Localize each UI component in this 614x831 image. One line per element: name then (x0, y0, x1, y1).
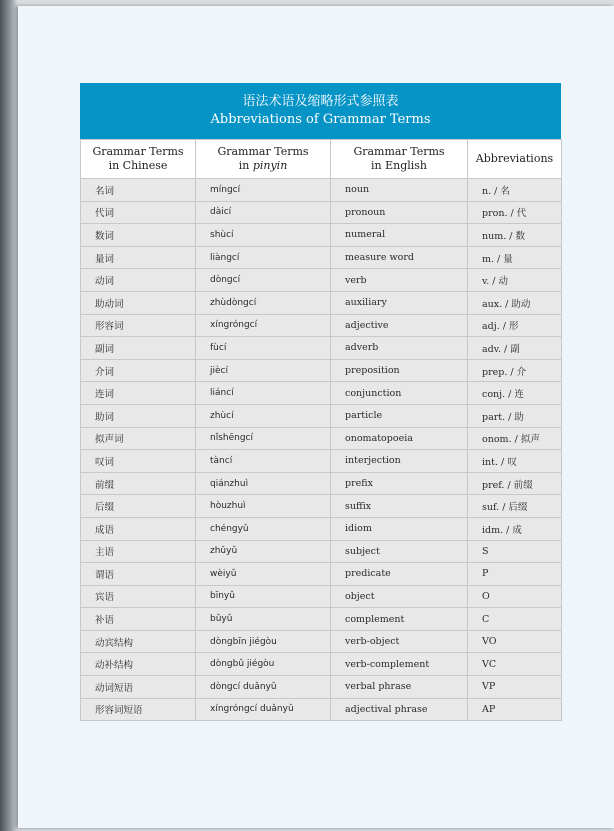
table-row (81, 585, 562, 608)
term-chinese: 动补结构 (81, 653, 196, 676)
term-pinyin: míngcí (196, 179, 331, 202)
term-english: prefix (331, 472, 468, 495)
term-pinyin: dòngcí duǎnyǔ (196, 676, 331, 699)
term-abbreviation: idm. / 成 (468, 517, 562, 540)
term-pinyin: bīnyǔ (196, 585, 331, 608)
term-pinyin: hòuzhuì (196, 495, 331, 518)
term-chinese: 谓语 (81, 563, 196, 586)
term-chinese: 形容词短语 (81, 698, 196, 721)
term-abbreviation: adv. / 副 (468, 337, 562, 360)
table-row (81, 291, 562, 314)
table-row (81, 495, 562, 518)
table-row (81, 427, 562, 450)
term-chinese: 拟声词 (81, 427, 196, 450)
table-row (81, 246, 562, 269)
term-english: subject (331, 540, 468, 563)
term-pinyin: liáncí (196, 382, 331, 405)
terms-table (80, 139, 562, 721)
term-chinese: 宾语 (81, 585, 196, 608)
header-abbreviations: Abbreviations (468, 140, 562, 179)
term-abbreviation: pron. / 代 (468, 201, 562, 224)
table-row (81, 630, 562, 653)
table-title-chinese: 语法术语及缩略形式参照表 (242, 94, 399, 109)
table-row (81, 563, 562, 586)
term-english: adjectival phrase (331, 698, 468, 721)
term-pinyin: chéngyǔ (196, 517, 331, 540)
term-english: adjective (331, 314, 468, 337)
term-abbreviation: int. / 叹 (468, 450, 562, 473)
term-english: pronoun (331, 201, 468, 224)
term-english: idiom (331, 517, 468, 540)
term-abbreviation: prep. / 介 (468, 359, 562, 382)
header-english-line1: Grammar Terms (353, 145, 445, 158)
header-chinese (81, 140, 196, 179)
header-chinese-line2: in Chinese (108, 159, 168, 172)
term-abbreviation: adj. / 形 (468, 314, 562, 337)
term-english: conjunction (331, 382, 468, 405)
term-chinese: 代词 (81, 201, 196, 224)
header-pinyin-prefix: in (238, 159, 253, 172)
grammar-terms-table (80, 83, 561, 721)
term-chinese: 连词 (81, 382, 196, 405)
term-pinyin: qiánzhuì (196, 472, 331, 495)
term-chinese: 量词 (81, 246, 196, 269)
term-pinyin: zhùdòngcí (196, 291, 331, 314)
header-english (331, 140, 468, 179)
term-abbreviation: C (468, 608, 562, 631)
term-pinyin: zhǔyǔ (196, 540, 331, 563)
term-pinyin: zhùcí (196, 404, 331, 427)
term-english: particle (331, 404, 468, 427)
term-english: verb-complement (331, 653, 468, 676)
term-pinyin: fùcí (196, 337, 331, 360)
document-page (18, 6, 614, 828)
term-chinese: 补语 (81, 608, 196, 631)
term-chinese: 形容词 (81, 314, 196, 337)
term-pinyin: dòngbīn jiégòu (196, 630, 331, 653)
term-abbreviation: num. / 数 (468, 224, 562, 247)
term-chinese: 介词 (81, 359, 196, 382)
term-pinyin: dàicí (196, 201, 331, 224)
table-row (81, 224, 562, 247)
term-abbreviation: VO (468, 630, 562, 653)
term-abbreviation: O (468, 585, 562, 608)
term-abbreviation: onom. / 拟声 (468, 427, 562, 450)
table-title-english: Abbreviations of Grammar Terms (210, 112, 431, 127)
term-pinyin: shùcí (196, 224, 331, 247)
table-row (81, 653, 562, 676)
term-abbreviation: aux. / 助动 (468, 291, 562, 314)
term-english: complement (331, 608, 468, 631)
term-english: verb (331, 269, 468, 292)
header-pinyin (196, 140, 331, 179)
term-abbreviation: pref. / 前缀 (468, 472, 562, 495)
term-english: verb-object (331, 630, 468, 653)
term-chinese: 副词 (81, 337, 196, 360)
term-chinese: 成语 (81, 517, 196, 540)
table-row (81, 698, 562, 721)
term-english: interjection (331, 450, 468, 473)
term-chinese: 后缀 (81, 495, 196, 518)
term-chinese: 动宾结构 (81, 630, 196, 653)
term-abbreviation: P (468, 563, 562, 586)
term-abbreviation: VC (468, 653, 562, 676)
term-chinese: 叹词 (81, 450, 196, 473)
term-english: object (331, 585, 468, 608)
term-english: noun (331, 179, 468, 202)
term-english: auxiliary (331, 291, 468, 314)
table-row (81, 382, 562, 405)
header-pinyin-line1: Grammar Terms (217, 145, 309, 158)
header-english-line2: in English (370, 159, 428, 172)
term-chinese: 名词 (81, 179, 196, 202)
term-abbreviation: suf. / 后缀 (468, 495, 562, 518)
term-english: preposition (331, 359, 468, 382)
term-chinese: 前缀 (81, 472, 196, 495)
term-chinese: 主语 (81, 540, 196, 563)
header-pinyin-italic: pinyin (252, 159, 288, 172)
table-row (81, 314, 562, 337)
term-english: numeral (331, 224, 468, 247)
term-pinyin: xíngróngcí (196, 314, 331, 337)
term-english: predicate (331, 563, 468, 586)
table-row (81, 540, 562, 563)
term-pinyin: xíngróngcí duǎnyǔ (196, 698, 331, 721)
term-chinese: 助词 (81, 404, 196, 427)
header-chinese-line1: Grammar Terms (92, 145, 184, 158)
term-abbreviation: VP (468, 676, 562, 699)
table-title-bar (80, 83, 561, 139)
table-row (81, 404, 562, 427)
term-english: adverb (331, 337, 468, 360)
term-english: verbal phrase (331, 676, 468, 699)
term-english: onomatopoeia (331, 427, 468, 450)
term-abbreviation: conj. / 连 (468, 382, 562, 405)
table-row (81, 337, 562, 360)
table-row (81, 472, 562, 495)
table-row (81, 608, 562, 631)
term-pinyin: liàngcí (196, 246, 331, 269)
term-chinese: 助动词 (81, 291, 196, 314)
table-row (81, 201, 562, 224)
term-abbreviation: n. / 名 (468, 179, 562, 202)
term-pinyin: tàncí (196, 450, 331, 473)
term-abbreviation: S (468, 540, 562, 563)
term-chinese: 动词 (81, 269, 196, 292)
table-row (81, 179, 562, 202)
table-row (81, 450, 562, 473)
table-row (81, 517, 562, 540)
term-pinyin: dòngcí (196, 269, 331, 292)
term-abbreviation: v. / 动 (468, 269, 562, 292)
term-chinese: 数词 (81, 224, 196, 247)
term-english: measure word (331, 246, 468, 269)
term-pinyin: dòngbǔ jiégòu (196, 653, 331, 676)
term-abbreviation: part. / 助 (468, 404, 562, 427)
table-row (81, 359, 562, 382)
term-abbreviation: AP (468, 698, 562, 721)
table-row (81, 269, 562, 292)
term-pinyin: bǔyǔ (196, 608, 331, 631)
term-chinese: 动词短语 (81, 676, 196, 699)
term-pinyin: wèiyǔ (196, 563, 331, 586)
header-row (81, 140, 562, 179)
term-pinyin: jiècí (196, 359, 331, 382)
table-row (81, 676, 562, 699)
term-pinyin: nǐshēngcí (196, 427, 331, 450)
term-english: suffix (331, 495, 468, 518)
term-abbreviation: m. / 量 (468, 246, 562, 269)
